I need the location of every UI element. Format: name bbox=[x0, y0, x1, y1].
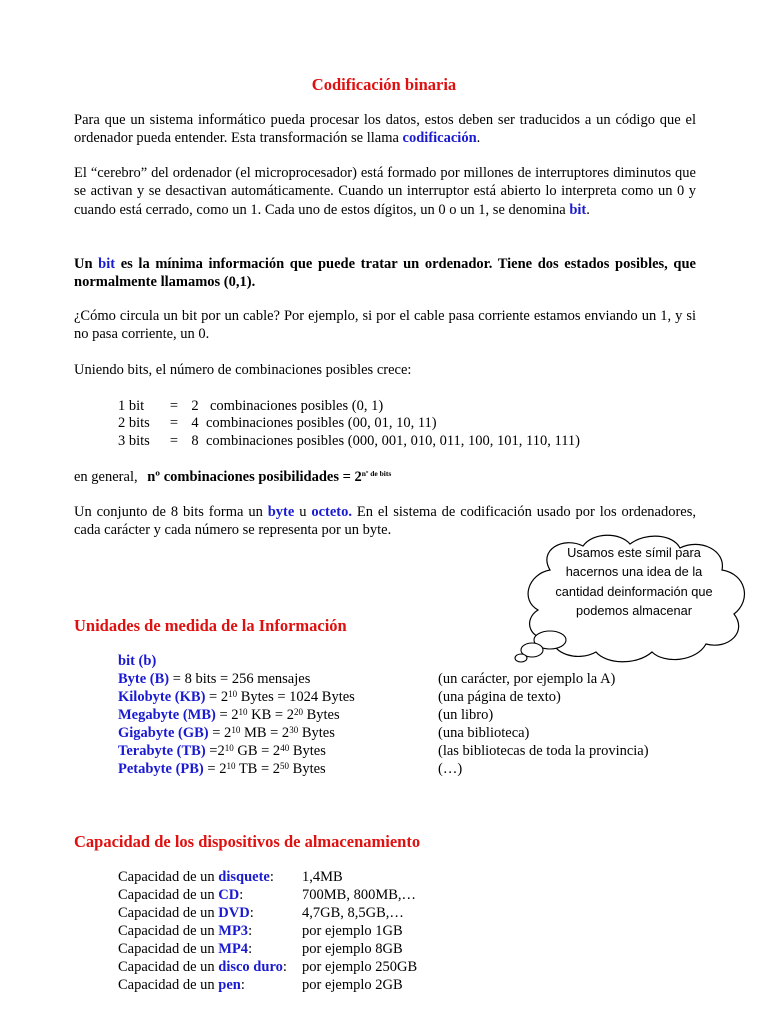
unit-exp: 10 bbox=[231, 725, 241, 735]
term-bit: bit bbox=[569, 201, 587, 218]
capacity-prefix: Capacidad de un bbox=[118, 869, 219, 885]
capacity-title: Capacidad de los dispositivos de almacenamiento bbox=[74, 832, 421, 851]
unit-def: Bytes = 1024 Bytes bbox=[237, 689, 355, 705]
unit-note: (un carácter, por ejemplo la A) bbox=[438, 671, 616, 687]
unit-row bbox=[118, 688, 355, 706]
capacity-value: 1,4MB bbox=[302, 869, 343, 885]
unit-row bbox=[118, 742, 326, 760]
combo-eq: = bbox=[169, 433, 179, 449]
term-bit-2: bit bbox=[98, 256, 116, 272]
device-name: pen bbox=[218, 977, 241, 993]
unit-row bbox=[118, 652, 156, 670]
capacity-row bbox=[118, 886, 243, 904]
unit-def: = 8 bits = 256 mensajes bbox=[172, 671, 311, 687]
unit-row bbox=[118, 724, 335, 742]
combo-row bbox=[118, 397, 383, 415]
unit-name: Terabyte (TB) bbox=[118, 743, 206, 759]
byte-text-b: En el sistema de codificación usado por los ordenadores, cada carácter y cada número se representa por un byte. bbox=[74, 504, 697, 539]
unit-def: KB = 2 bbox=[247, 707, 294, 723]
general-formula bbox=[74, 468, 391, 486]
combo-eq: = bbox=[169, 398, 179, 414]
unit-exp: 40 bbox=[280, 743, 290, 753]
unit-name: bit (b) bbox=[118, 653, 157, 669]
combo-bits: 2 bits bbox=[118, 415, 150, 431]
thought-cloud-text: Usamos este símil para hacernos una idea de la cantidad deinformación que podemos almacenar bbox=[555, 545, 713, 618]
unit-def: GB = 2 bbox=[233, 743, 281, 759]
capacity-row bbox=[118, 868, 274, 886]
capacity-prefix: Capacidad de un bbox=[118, 905, 219, 921]
capacity-colon: : bbox=[240, 977, 245, 993]
capacity-row bbox=[118, 958, 287, 976]
units-title: Unidades de medida de la Información bbox=[74, 616, 347, 635]
cerebro-text: El “cerebro” del ordenador (el microprocesador) está formado por millones de interruptores diminutos que se activan y se desactivan automáticamente. Cuando un interruptor está abierto lo interpreta como un 0 y cuando está cerrado, como un 1. Cada uno de estos dígitos, un 0 o un 1, se denomina bbox=[74, 165, 696, 218]
unit-exp: 10 bbox=[226, 761, 236, 771]
combo-row bbox=[118, 432, 580, 450]
intro-end: . bbox=[476, 130, 481, 147]
unit-note: (una página de texto) bbox=[438, 689, 561, 705]
unit-name: Gigabyte (GB) bbox=[118, 725, 209, 741]
combo-desc: combinaciones posibles (00, 01, 10, 11) bbox=[206, 415, 437, 431]
page-title: Codificación binaria bbox=[311, 75, 457, 94]
combo-bits: 3 bits bbox=[118, 433, 150, 449]
unit-def: =2 bbox=[209, 743, 225, 759]
combo-row bbox=[118, 414, 437, 432]
term-byte: byte bbox=[267, 504, 295, 520]
bit-definition bbox=[74, 255, 696, 292]
combo-desc: combinaciones posibles (000, 001, 010, 011, 100, 101, 110, 111) bbox=[206, 433, 581, 449]
unit-def: TB = 2 bbox=[235, 761, 281, 777]
unit-def: Bytes bbox=[298, 725, 335, 741]
combo-desc: combinaciones posibles (0, 1) bbox=[210, 398, 384, 414]
unit-row bbox=[118, 706, 340, 724]
device-name: DVD bbox=[218, 905, 250, 921]
capacity-row bbox=[118, 976, 245, 994]
combo-n: 4 bbox=[191, 415, 199, 431]
capacity-row bbox=[118, 940, 252, 958]
term-octeto: octeto. bbox=[311, 504, 353, 520]
device-name: MP4 bbox=[218, 941, 249, 957]
intro-paragraph bbox=[74, 111, 696, 148]
cerebro-paragraph bbox=[74, 164, 696, 219]
cable-paragraph: ¿Cómo circula un bit por un cable? Por ejemplo, si por el cable pasa corriente estamos enviando un 1, y si no pasa corriente, un 0. bbox=[74, 308, 696, 343]
device-name: disco duro bbox=[218, 959, 283, 975]
capacity-prefix: Capacidad de un bbox=[118, 923, 219, 939]
unit-def: Bytes bbox=[302, 707, 340, 723]
capacity-colon: : bbox=[269, 869, 274, 885]
unit-note: (las bibliotecas de toda la provincia) bbox=[438, 743, 649, 759]
unit-name: Kilobyte (KB) bbox=[118, 689, 206, 705]
capacity-value: 700MB, 800MB,… bbox=[302, 887, 417, 903]
capacity-row bbox=[118, 922, 252, 940]
capacity-value: por ejemplo 8GB bbox=[302, 941, 403, 957]
device-name: CD bbox=[218, 887, 240, 903]
unit-name: Megabyte (MB) bbox=[118, 707, 216, 723]
capacity-colon: : bbox=[248, 923, 253, 939]
combo-bits: 1 bit bbox=[118, 398, 145, 414]
unit-exp: 30 bbox=[289, 725, 299, 735]
capacity-value: por ejemplo 1GB bbox=[302, 923, 403, 939]
unit-note: (un libro) bbox=[438, 707, 494, 723]
unit-row bbox=[118, 670, 310, 688]
capacity-colon: : bbox=[282, 959, 287, 975]
combo-eq: = bbox=[169, 415, 179, 431]
unit-note: (una biblioteca) bbox=[438, 725, 530, 741]
combo-n: 8 bbox=[191, 433, 199, 449]
byte-text-mid: u bbox=[294, 504, 312, 520]
device-name: MP3 bbox=[218, 923, 249, 939]
unit-exp: 10 bbox=[228, 689, 238, 699]
formula-text: nº combinaciones posibilidades = 2 bbox=[147, 469, 362, 485]
unit-row bbox=[118, 760, 326, 778]
byte-text-a: Un conjunto de 8 bits forma un bbox=[74, 504, 268, 520]
unit-exp: 10 bbox=[238, 707, 248, 717]
unit-def: Bytes bbox=[289, 743, 326, 759]
capacity-colon: : bbox=[249, 905, 254, 921]
device-name: disquete bbox=[218, 869, 270, 885]
unit-name: Byte (B) bbox=[118, 671, 170, 687]
unit-def: = 2 bbox=[207, 761, 227, 777]
unit-def: = 2 bbox=[219, 707, 239, 723]
capacity-colon: : bbox=[248, 941, 253, 957]
capacity-prefix: Capacidad de un bbox=[118, 941, 219, 957]
unit-name: Petabyte (PB) bbox=[118, 761, 204, 777]
unit-exp: 20 bbox=[293, 707, 303, 717]
intro-text: Para que un sistema informático pueda procesar los datos, estos deben ser traducidos a un código que el ordenador pueda entender. Esta transformación se llama bbox=[74, 112, 696, 147]
formula-prefix: en general, bbox=[74, 469, 138, 485]
capacity-prefix: Capacidad de un bbox=[118, 887, 219, 903]
unit-note: (…) bbox=[438, 761, 463, 777]
unit-exp: 50 bbox=[280, 761, 290, 771]
bit-def-a: Un bbox=[74, 256, 99, 272]
unit-exp: 10 bbox=[224, 743, 234, 753]
term-codificacion: codificación bbox=[402, 130, 477, 147]
unit-def: Bytes bbox=[289, 761, 326, 777]
combinations-intro: Uniendo bits, el número de combinaciones posibles crece: bbox=[74, 362, 412, 378]
capacity-value: por ejemplo 250GB bbox=[302, 959, 418, 975]
capacity-colon: : bbox=[239, 887, 244, 903]
capacity-prefix: Capacidad de un bbox=[118, 977, 219, 993]
formula-exponent: nº de bits bbox=[361, 469, 392, 478]
unit-def: MB = 2 bbox=[240, 725, 290, 741]
capacity-value: 4,7GB, 8,5GB,… bbox=[302, 905, 404, 921]
unit-def: = 2 bbox=[212, 725, 232, 741]
cerebro-end: . bbox=[586, 201, 590, 218]
capacity-prefix: Capacidad de un bbox=[118, 959, 219, 975]
bit-def-b: es la mínima información que puede tratar un ordenador. Tiene dos estados posibles, que normalmente llamamos (0,1). bbox=[74, 256, 696, 291]
combo-n: 2 bbox=[191, 398, 199, 414]
unit-def: = 2 bbox=[209, 689, 229, 705]
capacity-row bbox=[118, 904, 254, 922]
capacity-value: por ejemplo 2GB bbox=[302, 977, 403, 993]
